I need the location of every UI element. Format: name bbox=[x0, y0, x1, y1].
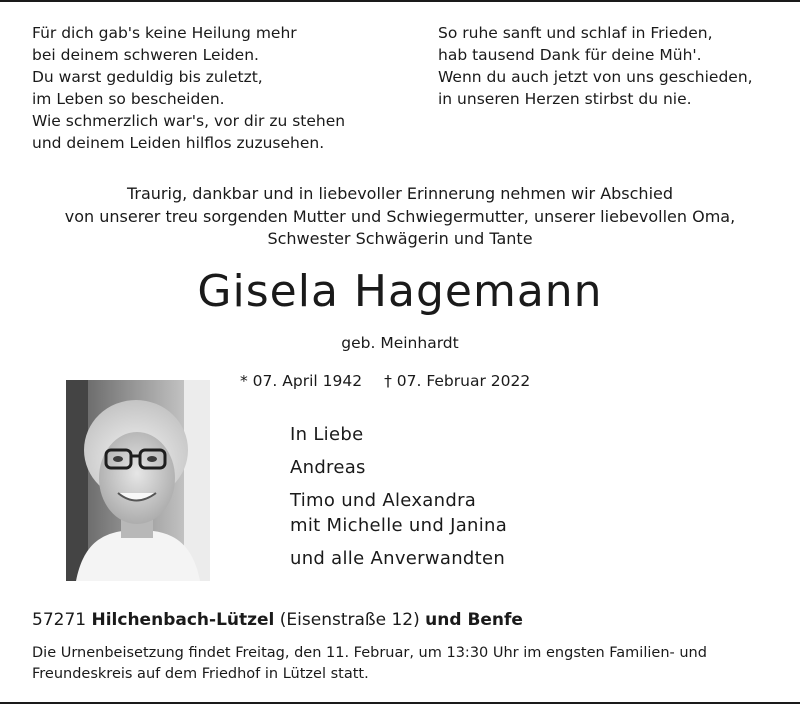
death-date: † 07. Februar 2022 bbox=[384, 372, 531, 390]
mourner-line: In Liebe bbox=[290, 424, 364, 445]
poem-line: Wenn du auch jetzt von uns geschieden, bbox=[438, 68, 753, 86]
address-zip: 57271 bbox=[32, 610, 87, 630]
top-border bbox=[0, 0, 800, 2]
poem-line: bei deinem schweren Leiden. bbox=[32, 46, 259, 64]
poem-right bbox=[438, 22, 753, 110]
poem-line: und deinem Leiden hilflos zuzusehen. bbox=[32, 134, 325, 152]
mourners-list bbox=[290, 422, 507, 579]
mourner-line: mit Michelle und Janina bbox=[290, 515, 508, 536]
address-second-place: und Benfe bbox=[425, 610, 523, 630]
poem-left bbox=[32, 22, 345, 154]
poem-line: hab tausend Dank für deine Müh'. bbox=[438, 46, 702, 64]
poem-line: im Leben so bescheiden. bbox=[32, 90, 225, 108]
intro-line: von unserer treu sorgenden Mutter und Schwiegermutter, unserer liebevollen Oma, bbox=[64, 206, 736, 226]
portrait-photo bbox=[66, 380, 210, 581]
life-dates bbox=[240, 372, 530, 390]
farewell-intro bbox=[0, 183, 800, 251]
poem-line: Für dich gab's keine Heilung mehr bbox=[32, 24, 297, 42]
maiden-name: geb. Meinhardt bbox=[341, 334, 459, 352]
mourner-line: und alle Anverwandten bbox=[290, 548, 506, 569]
address-place: Hilchenbach-Lützel bbox=[91, 610, 275, 630]
mourner-line: Timo und Alexandra bbox=[290, 490, 477, 511]
family-address bbox=[32, 610, 523, 630]
birth-date: * 07. April 1942 bbox=[240, 372, 363, 390]
poem-line: Wie schmerzlich war's, vor dir zu stehen bbox=[32, 112, 346, 130]
mourner-line: Andreas bbox=[290, 457, 366, 478]
intro-line: Traurig, dankbar und in liebevoller Erinnerung nehmen wir Abschied bbox=[126, 184, 674, 203]
poem-line: So ruhe sanft und schlaf in Frieden, bbox=[438, 24, 713, 42]
mourner-group bbox=[290, 488, 507, 538]
address-street: (Eisenstraße 12) bbox=[279, 610, 420, 630]
intro-line: Schwester Schwägerin und Tante bbox=[267, 229, 533, 248]
deceased-name: Gisela Hagemann bbox=[197, 266, 603, 317]
burial-notice: Die Urnenbeisetzung findet Freitag, den 11. Februar, um 13:30 Uhr im engsten Familien- und Freundeskreis auf dem Friedhof in Lützel statt. bbox=[32, 645, 707, 682]
poem-line: Du warst geduldig bis zuletzt, bbox=[32, 68, 263, 86]
poem-line: in unseren Herzen stirbst du nie. bbox=[438, 90, 692, 108]
